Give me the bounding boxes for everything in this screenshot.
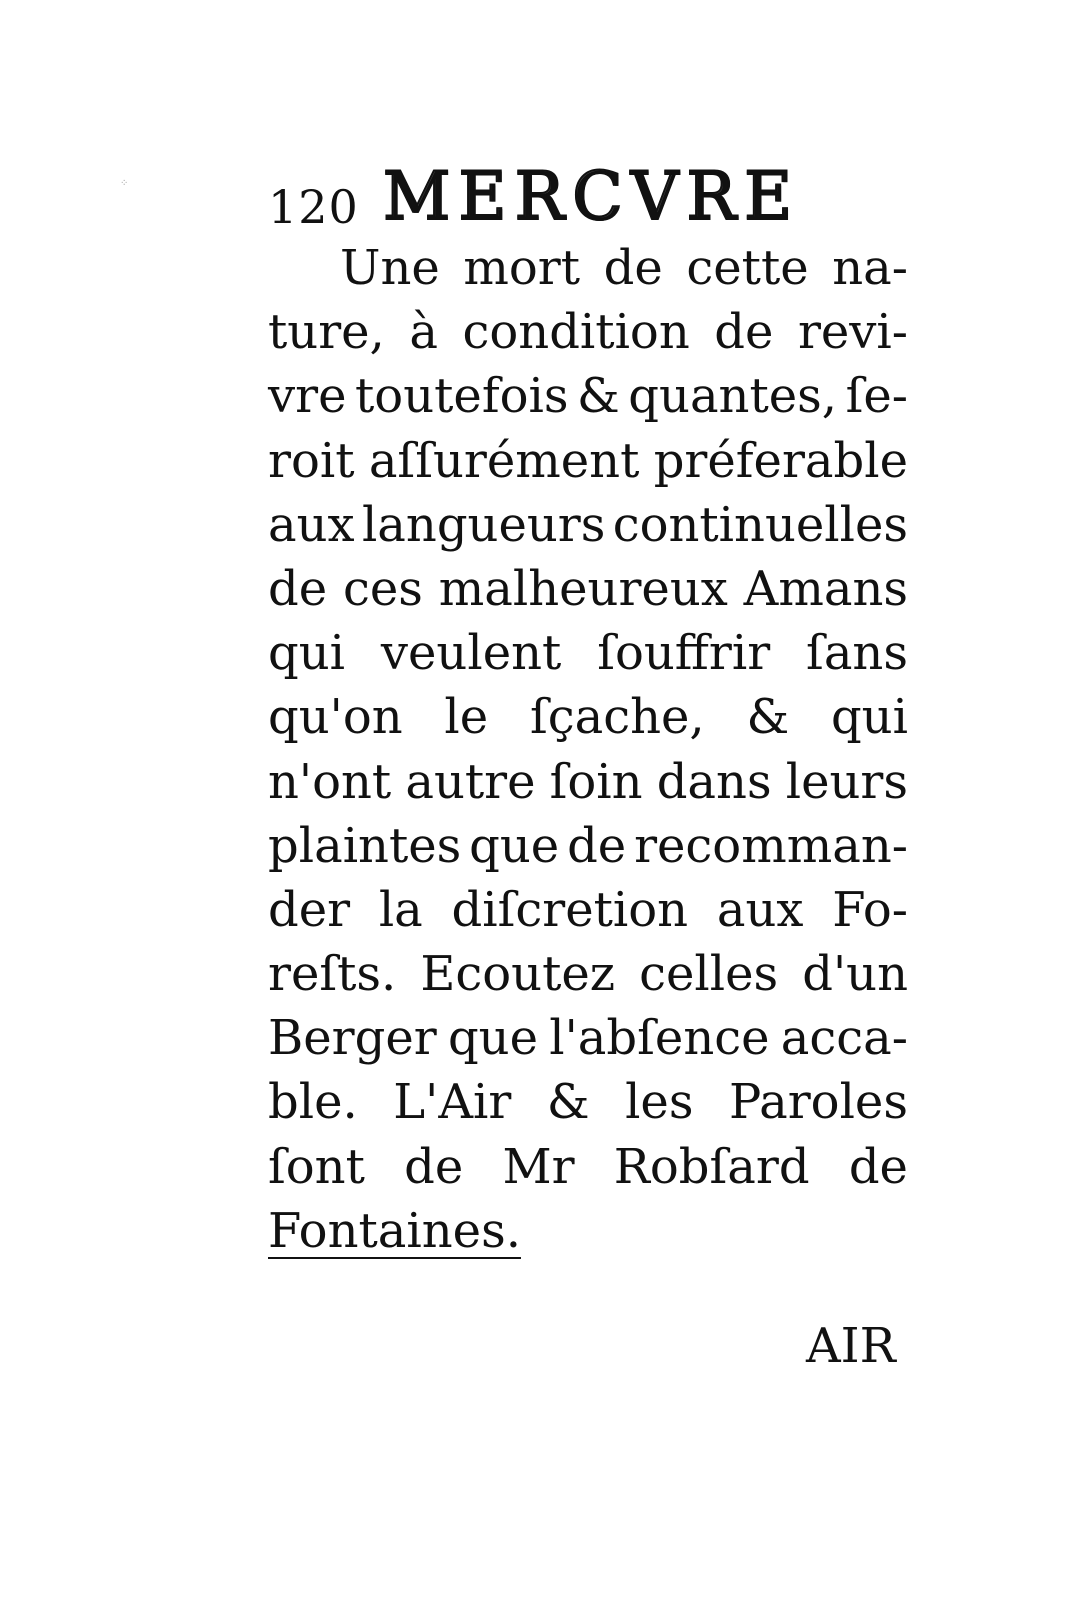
word: ſoin	[549, 753, 643, 810]
word: reſts.	[268, 946, 397, 1003]
word: &	[746, 689, 790, 746]
word: de	[268, 560, 328, 617]
word: L'Air	[393, 1074, 512, 1131]
word: roit	[268, 432, 355, 489]
word: Paroles	[728, 1074, 908, 1131]
text-line	[268, 1135, 908, 1199]
word: de	[567, 817, 627, 874]
word: na-	[832, 240, 908, 296]
word: plaintes	[268, 817, 462, 874]
word: l'abſence	[549, 1010, 770, 1067]
word: ſouffrir	[597, 625, 771, 682]
word: Amans	[743, 560, 908, 617]
word: Robſard	[613, 1138, 810, 1195]
word: qui	[830, 689, 908, 746]
text-line	[268, 685, 908, 749]
word: continuelles	[612, 496, 908, 553]
print-speck: ⁘	[120, 178, 129, 189]
word: quantes,	[628, 368, 838, 425]
word: revi-	[797, 304, 908, 361]
text-line	[268, 364, 908, 428]
word: Une	[340, 240, 440, 296]
catchword: AIR	[806, 1318, 896, 1374]
word: veulent	[380, 625, 562, 682]
body-text	[268, 236, 908, 1263]
word: Fo-	[832, 881, 908, 938]
word: &	[546, 1074, 590, 1131]
text-line	[268, 300, 908, 364]
word: à	[409, 304, 438, 361]
word: toutefois	[355, 368, 569, 425]
word: que	[447, 1010, 538, 1067]
word: &	[577, 368, 620, 425]
word: aux	[716, 881, 804, 938]
word: acca-	[780, 1010, 908, 1067]
journal-title: MERCVRE	[382, 158, 801, 235]
word: ſont	[268, 1138, 365, 1195]
word: dans	[656, 753, 772, 810]
text-line	[268, 1006, 908, 1070]
word: n'ont	[268, 753, 392, 810]
word: Mr	[502, 1138, 575, 1195]
text-line	[268, 236, 908, 300]
word: de	[848, 1138, 908, 1195]
word: d'un	[802, 946, 908, 1003]
word: ſans	[806, 625, 908, 682]
word: les	[625, 1074, 694, 1131]
word: ſçache,	[529, 689, 705, 746]
word: aux	[268, 496, 355, 553]
word: aſſurément	[368, 432, 640, 489]
text-line	[268, 814, 908, 878]
text-line	[268, 557, 908, 621]
word: langueurs	[361, 496, 606, 553]
text-line	[268, 1070, 908, 1134]
word: ble.	[268, 1074, 358, 1131]
page-number: 120	[268, 180, 359, 234]
text-line	[268, 942, 908, 1006]
word: de	[714, 304, 774, 361]
word: leurs	[785, 753, 908, 810]
word: ſe-	[845, 368, 908, 425]
word: diſcretion	[451, 881, 689, 938]
text-line	[268, 621, 908, 685]
word: cette	[686, 240, 809, 296]
word: der	[268, 881, 351, 938]
text-line: Fontaines.	[268, 1202, 521, 1259]
text-line	[268, 493, 908, 557]
word: recomman-	[634, 817, 908, 874]
word: mort	[463, 240, 581, 296]
word: condition	[462, 304, 690, 361]
running-head	[268, 150, 908, 235]
word: ces	[342, 560, 423, 617]
word: de	[404, 1138, 464, 1195]
word: de	[603, 240, 663, 296]
word: préferable	[653, 432, 908, 489]
word: que	[469, 817, 560, 874]
word: ture,	[268, 304, 385, 361]
text-line	[268, 429, 908, 493]
word: Berger	[268, 1010, 437, 1067]
word: malheureux	[438, 560, 728, 617]
word: le	[444, 689, 489, 746]
word: Ecoutez	[420, 946, 616, 1003]
text-line	[268, 878, 908, 942]
word: la	[378, 881, 423, 938]
word: qu'on	[268, 689, 403, 746]
word: celles	[639, 946, 779, 1003]
text-line	[268, 750, 908, 814]
word: vre	[268, 368, 347, 425]
word: qui	[268, 625, 345, 682]
word: autre	[405, 753, 536, 810]
